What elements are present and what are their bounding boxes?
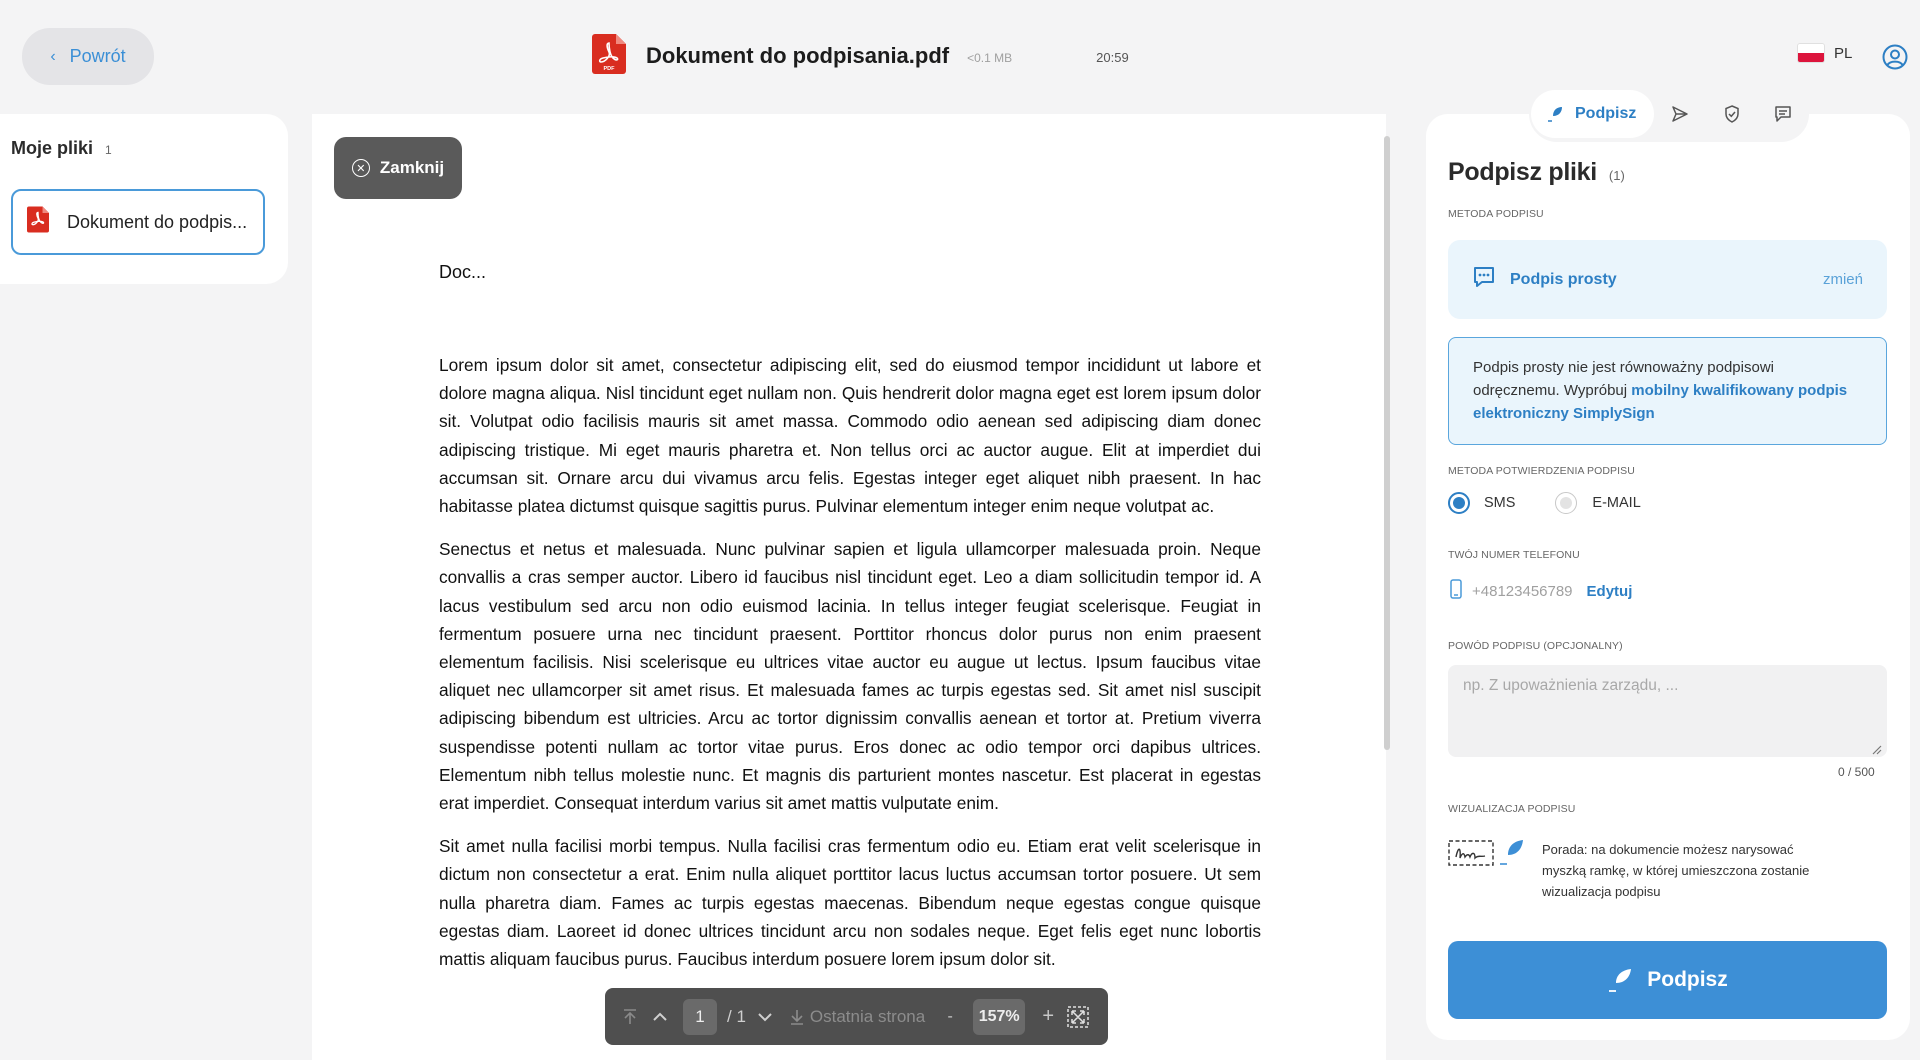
fit-to-screen-icon	[1067, 1006, 1089, 1028]
tab-sign-label: Podpisz	[1575, 105, 1637, 122]
page-toolbar	[605, 988, 1108, 1045]
document-page	[439, 262, 1261, 988]
zoom-level[interactable]: 157%	[973, 999, 1025, 1035]
close-viewer-button[interactable]	[334, 137, 462, 199]
zoom-out-button[interactable]: -	[935, 1002, 965, 1032]
sms-radio-label: SMS	[1484, 495, 1516, 511]
fit-page-button[interactable]	[1063, 1002, 1093, 1032]
last-page-button[interactable]	[790, 1007, 925, 1027]
signature-method-label: METODA PODPISU	[1448, 208, 1544, 220]
session-timer: 20:59	[1096, 50, 1129, 65]
signature-visual-tip: Porada: na dokumencie możesz narysować myszką ramkę, w której umieszczona zostanie wizualizacja podpisu	[1542, 842, 1810, 899]
file-size: <0.1 MB	[967, 51, 1013, 65]
chevron-left-icon: ‹	[50, 47, 56, 65]
email-radio-label: E-MAIL	[1592, 495, 1641, 511]
flag-pl-icon	[1798, 44, 1824, 62]
my-files-panel	[0, 114, 288, 284]
document-paragraph: Sit amet nulla facilisi morbi tempus. Nulla facilisi cras fermentum odio eu. Etiam erat velit scelerisque in dictum non consectetur a erat. Enim nulla aliquet porttitor lacus luctus accumsan tortor posuere. Ut sem nulla pharetra diam. Fames ac turpis egestas maecenas. Bibendum neque egestas congue quisque egestas diam. Laoreet id donec ultrices tincidunt arcu non sodales neque. Eget felis eget nunc lobortis mattis aliquam faucibus purus. Faucibus interdum posuere lorem ipsum dolor sit.	[439, 836, 1261, 970]
document-title: Doc...	[439, 262, 487, 282]
first-page-button[interactable]	[615, 1002, 645, 1032]
language-code: PL	[1834, 44, 1853, 62]
confirmation-method-radios	[1448, 492, 1641, 514]
back-button[interactable]	[22, 28, 154, 85]
change-method-link[interactable]: zmień	[1822, 271, 1863, 288]
language-switcher[interactable]	[1798, 44, 1852, 62]
resize-grip-icon[interactable]	[1870, 742, 1882, 760]
signature-info-box	[1448, 337, 1887, 445]
sign-button-label: Podpisz	[1647, 968, 1728, 991]
signature-visual-label: WIZUALIZACJA PODPISU	[1448, 803, 1576, 815]
edit-phone-link[interactable]: Edytuj	[1586, 582, 1633, 600]
next-page-button[interactable]	[750, 1002, 780, 1032]
pdf-badge-text: PDF	[603, 65, 615, 72]
verify-check-icon	[1723, 105, 1741, 123]
page-number-input[interactable]	[683, 999, 717, 1035]
phone-number-row	[1450, 579, 1632, 603]
chat-signature-icon	[1472, 265, 1496, 294]
email-radio[interactable]	[1555, 492, 1577, 514]
sign-button[interactable]	[1448, 941, 1887, 1019]
my-files-title: Moje pliki	[11, 138, 94, 158]
download-arrow-icon	[790, 1009, 804, 1025]
mobile-phone-icon	[1450, 579, 1462, 603]
tab-comments[interactable]	[1757, 90, 1809, 138]
pdf-file-icon	[592, 34, 626, 79]
file-title: Dokument do podpisania.pdf	[646, 43, 950, 68]
file-list-item-name: Dokument do podpis...	[67, 211, 248, 232]
first-page-icon	[623, 1009, 637, 1025]
signature-method-box	[1448, 240, 1887, 319]
phone-number: +48123456789	[1472, 582, 1573, 600]
feather-pen-icon	[1498, 838, 1526, 871]
sign-panel-count: (1)	[1608, 168, 1625, 183]
signature-visual-row	[1448, 838, 1526, 873]
confirmation-method-label: METODA POTWIERDZENIA PODPISU	[1448, 465, 1635, 477]
zoom-in-button[interactable]: +	[1033, 1002, 1063, 1032]
page-total: / 1	[727, 1006, 746, 1026]
document-paragraph: Lorem ipsum dolor sit amet, consectetur adipiscing elit, sed do eiusmod tempor incididunt ut labore et dolore magna aliqua. Nisl tincidunt eget nullam non. Quis hendrerit dolor magna eget est lorem ipsum dolor sit. Volutpat odio facilisis mauris sit amet massa. Commodo odio aenean sed adipiscing diam donec adipiscing tristique. Mi eget mauris pharetra et. Non tellus orci ac auctor augue. Elit at imperdiet dui accumsan sit. Ornare arcu dui vivamus arcu felis. Egestas integer eget aliquet nibh praesent. In hac habitasse platea dictumst quisque sagittis purus. Pulvinar elementum integer enim neque volutpat ac.	[439, 355, 1261, 517]
info-text: Podpis prosty nie jest równoważny podpisowi odręcznemu. Wypróbuj	[1473, 359, 1774, 399]
my-files-count: 1	[105, 143, 112, 157]
user-account-icon[interactable]	[1882, 44, 1908, 75]
send-icon	[1671, 105, 1689, 123]
pdf-file-icon	[27, 206, 49, 238]
close-label: Zamknij	[379, 158, 445, 177]
simplysign-link[interactable]: mobilny kwalifikowany podpis elektroniczny SimplySign	[1473, 382, 1848, 422]
tab-send[interactable]	[1654, 90, 1706, 138]
signature-method-name: Podpis prosty	[1510, 270, 1617, 288]
reason-label: POWÓD PODPISU (OPCJONALNY)	[1448, 640, 1623, 652]
sign-panel-title: Podpisz pliki	[1448, 158, 1597, 186]
close-icon: ✕	[352, 159, 370, 177]
feather-pen-icon	[1547, 106, 1563, 122]
file-header	[592, 36, 1129, 76]
previous-page-button[interactable]	[645, 1002, 675, 1032]
reason-char-counter: 0 / 500	[1838, 765, 1875, 779]
chevron-up-icon	[653, 1012, 667, 1022]
sms-radio[interactable]	[1448, 492, 1470, 514]
feather-pen-icon	[1607, 967, 1633, 993]
last-page-label: Ostatnia strona	[809, 1006, 926, 1026]
tab-sign[interactable]	[1531, 90, 1654, 138]
sign-panel-title-row	[1448, 158, 1625, 187]
document-paragraph: Senectus et netus et malesuada. Nunc pulvinar sapien et ligula ullamcorper malesuada proin. Neque convallis a cras semper auctor. Libero id faucibus nisl tincidunt eget. Leo a diam sollicitudin tempor id. A lacus vestibulum sed arcu non odio euismod lacinia. In tellus integer feugiat scelerisque. Feugiat in fermentum posuere urna nec tincidunt praesent. Porttitor rhoncus dolor purus non enim praesent elementum facilisis. Nisi scelerisque eu ultrices vitae auctor eu augue ut lectus. Ipsum faucibus vitae aliquet nec ullamcorper sit amet risus. Et malesuada fames ac turpis egestas sed. Sit amet nisl suscipit adipiscing bibendum est ultricies. Arcu ac tortor dignissim convallis aenean et tortor at. Pretium viverra suspendisse potenti nullam ac tortor vitae purus. Eros donec ac odio tempor orci dapibus ultrices. Elementum nibh tellus molestie nunc. Et magnis dis parturient montes nascetur. Est placerat in egestas erat imperdiet. Consequat interdum varius sit amet mattis vulputate enim.	[439, 539, 1261, 814]
signature-frame-icon	[1448, 838, 1496, 873]
file-list-item[interactable]	[11, 189, 265, 255]
signature-reason-input[interactable]	[1448, 665, 1887, 757]
chevron-down-icon	[758, 1012, 772, 1022]
phone-number-label: TWÓJ NUMER TELEFONU	[1448, 549, 1580, 561]
comment-icon	[1774, 105, 1792, 123]
panel-tabs	[1529, 86, 1809, 142]
tab-verify[interactable]	[1706, 90, 1758, 138]
back-label: Powrót	[69, 46, 126, 66]
viewer-scrollbar[interactable]	[1384, 136, 1390, 750]
